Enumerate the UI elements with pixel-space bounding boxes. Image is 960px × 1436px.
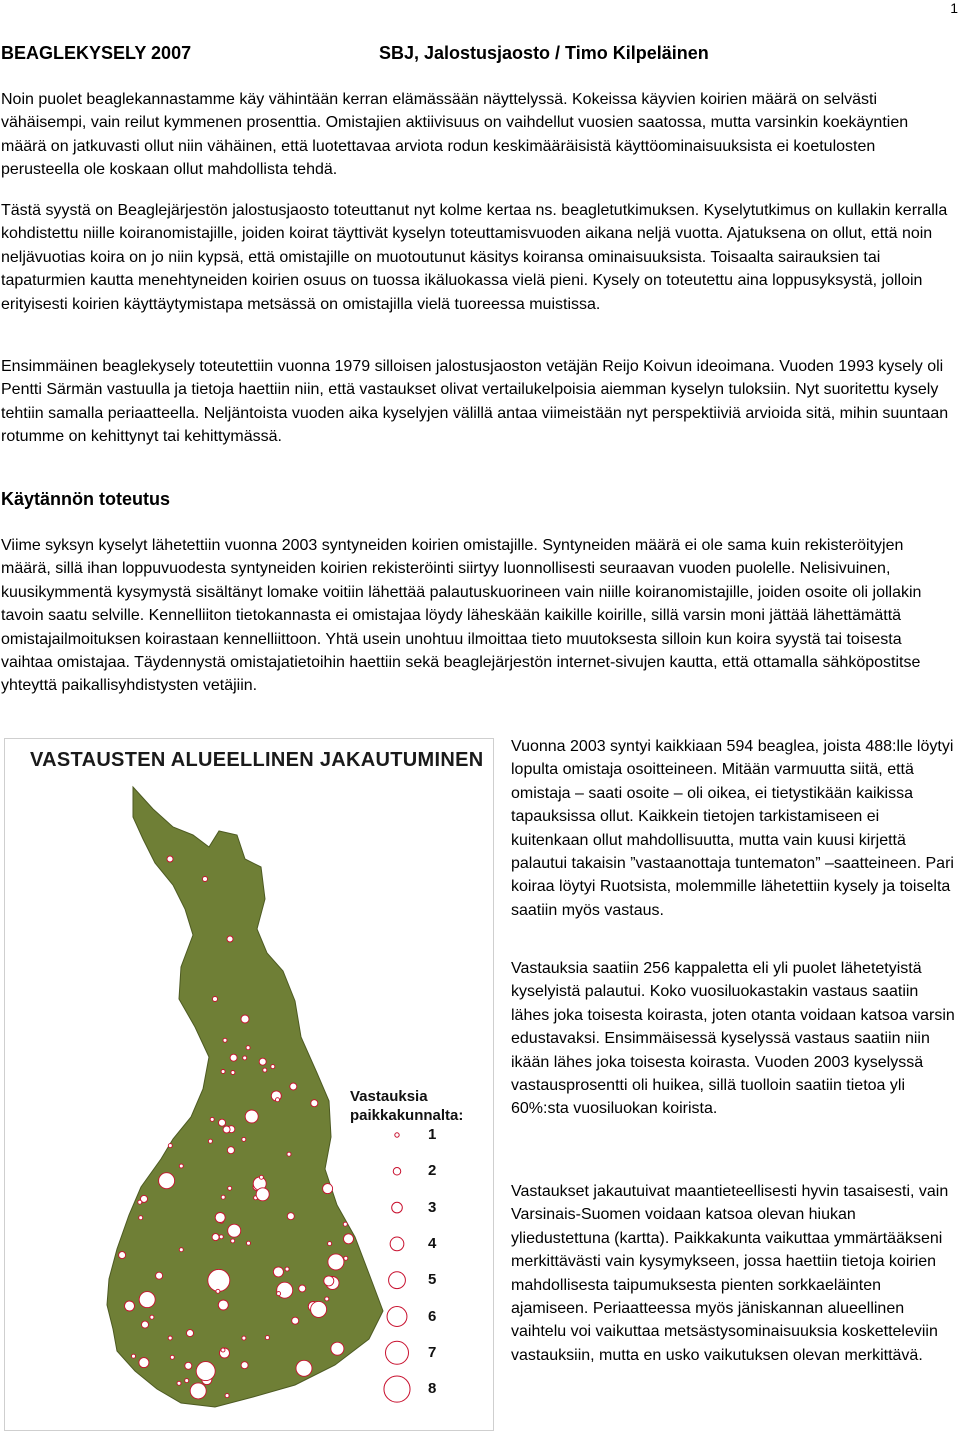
paragraph-history: Ensimmäinen beaglekysely toteutettiin vuonna 1979 silloisen jalostusjaoston vetäjän Reijo Koivun ideoimana. Vuoden 1993 kysely oli Pentti Särmän vastuulla ja tietoja haettiin niin, että vastaukset olivat vertailukelpoisia aiemman kyselyn tuloksiin. Nyt suoritettu kysely tehtiin samalla periaatteella. Neljäntoista vuoden aika kyselyjen välillä antaa viimeistään nyt perspektiiviä arvioida sitä, mihin suuntaan rotumme on kehittynyt tai kehittymässä. [1,358,949,446]
response-circle [159,1173,175,1189]
response-circle [231,1071,235,1075]
response-circle [276,1098,280,1102]
response-circle [242,1336,246,1340]
response-circle [210,1117,214,1121]
response-circle [179,1164,183,1168]
response-circle [138,1200,142,1204]
response-circle [273,1267,283,1277]
response-circle [227,1147,234,1154]
legend-value: 2 [428,1162,437,1180]
response-circle [231,1239,235,1243]
response-circle [219,1119,226,1126]
response-circle [299,1285,306,1292]
response-circle [324,1276,334,1286]
response-circle [241,1015,249,1023]
response-circle [187,1330,194,1337]
response-circle [156,1272,163,1279]
response-circle [241,1362,248,1369]
legend-title: Vastauksia paikkakunnalta: [350,1088,464,1124]
response-circle [190,1383,206,1399]
response-circle [167,856,173,862]
paragraph-owners: Vuonna 2003 syntyi kaikkiaan 594 beaglea, joista 488:lle löytyi lopulta omistaja osoitteineen. Mitään varmuutta siitä, että omistaja – saati osoite – oli oikea, ei tietystikään kaikissa tapauksissa ollut. Kaikkein tietojen tarkistamiseen ei kuitenkaan ollut mahdollisuutta, mutta vain kuusi kirjettä palautui takaisin ”vastaanottaja tuntematon” –saatteineen. Pari koiraa löytyi Ruotsista, molemmille lähetettiin kysely ja toiselta saatiin myös vastaus. [511,738,954,919]
response-circle [287,1213,294,1220]
paragraph-practice: Viime syksyn kyselyt lähetettiin vuonna 2003 syntyneiden koirien omistajille. Syntyneiden määrä ei ole sama kuin rekisteröityjen määrä, sillä ihan loppuvuodesta syntyneiden koirien rekisteröinti siirtyy luonnollisesti seuraavan vuoden puolelle. Nelisivuinen, kuusikymmentä kysymystä sisältänyt lomake voitiin lähettää palautuskuorineen vain niille koiranomistajille, joiden osoite oli jollakin tavoin saatu selville. Kennelliiton tietokannasta ei omistajaa löydy läheskään kaikille koirille, sillä varsin moni jättää lähettämättä omistajailmoituksen koirastaan kennelliittoon. Yhtä usein unohtuu ilmoittaa tieto muutoksesta silloin kun koira syystä tai toisesta vaihtaa omistajaa. Täydennystä omistajatietoihin haettiin sekä beaglejärjestön internet-sivujen kautta, että ottamalla sähköpostitse yhteyttä paikallisyhdistysten vetäjiin. [1,537,922,695]
response-circle [290,1083,297,1090]
response-circle [292,1317,299,1324]
document-title: BEAGLEKYSELY 2007 [1,43,192,63]
response-circle [263,1068,267,1072]
response-circle [150,1315,154,1319]
legend-circle [389,1272,406,1289]
response-circle [271,1065,275,1069]
response-circle [265,1336,269,1340]
paragraph-intro: Noin puolet beaglekannastamme käy vähintään kerran elämässään näyttelyssä. Kokeissa käyvien koirien määrä on selvästi vähäisempi, vain reilut kymmenen prosenttia. Omistajien aktiivisuus on vaihdellut vuosien saatossa, mutta varsinkin koekäyntien määrä on jatkuvasti ollut niin vähäinen, että luotettavaa arviota rodun keskimääräisistä käyttöominaisuuksista ei koetulosten perusteella ole koskaan ollut mahdollista tehdä. [1,91,909,179]
response-circle [223,1126,230,1133]
legend-value: 5 [428,1271,437,1289]
response-circle [344,1256,348,1260]
response-circle [311,1100,318,1107]
legend-value: 4 [428,1234,437,1252]
response-circle [227,936,233,942]
response-circle [196,1362,215,1381]
response-circle [185,1379,189,1383]
response-circle [287,1152,291,1156]
legend-value: 1 [428,1126,437,1143]
response-circle [323,1184,333,1194]
legend-value: 7 [428,1343,437,1361]
response-circle [221,1195,225,1199]
response-circle [223,1038,227,1042]
response-circle [212,1234,219,1241]
response-circle [168,1144,172,1148]
response-circle [328,1242,332,1246]
response-circle [328,1254,344,1270]
response-circle [185,1362,192,1369]
response-circle [119,1252,126,1259]
document-author: SBJ, Jalostusjaosto / Timo Kilpeläinen [379,43,709,63]
response-circle [213,997,218,1002]
response-circle [132,1354,136,1358]
paragraph-study: Tästä syystä on Beaglejärjestön jalostusjaosto toteuttanut nyt kolme kertaa ns. beagletutkimuksen. Kyselytutkimus on kullakin kerralla kohdistettu niille koiranomistajille, joiden koirat täyttivät kyselyn toteuttamisvuoden aikana neljä vuotta. Ajatuksena on ollut, että noin neljävuotias koira on jo niin kypsä, että omistajille on muotoutunut käsitys koiransa ominaisuuksista. Toisaalta sairauksien tai tapaturmien kautta menehtyneiden koirien osuus on tuossa ikäluokassa vielä pieni. Kysely on toteutettu aina loppusyksystä, jolloin erityisesti koirien käyttäytymistapa metsässä on omistajilla vielä tuoreessa muistissa. [1,202,948,313]
finland-land-shape [107,787,383,1407]
response-circle [139,1292,155,1308]
response-circle [285,1267,289,1271]
response-circle [245,1110,258,1123]
response-circle [247,1241,251,1245]
response-circle [203,877,208,882]
legend-circle [384,1376,410,1402]
response-circle [225,1394,229,1398]
response-circle [343,1222,347,1226]
response-circle [325,1297,329,1301]
response-circle [177,1381,181,1385]
legend-circle [392,1202,403,1213]
response-circle [259,1058,266,1065]
legend-circle [387,1307,407,1327]
response-circle [142,1321,149,1328]
legend-circle [390,1237,404,1251]
legend-value: 8 [428,1380,437,1398]
response-circle [243,1056,247,1060]
response-circle [139,1358,149,1368]
response-circle [216,1289,220,1293]
legend-circle [395,1133,399,1137]
response-circle [242,1137,246,1141]
legend-circle [393,1168,401,1176]
response-circle [228,1186,232,1190]
response-circle [277,1292,281,1296]
response-circle [246,1046,250,1050]
response-circle [179,1248,183,1252]
finland-map [5,739,493,1430]
distribution-map [4,738,494,1431]
legend-value: 6 [428,1307,437,1325]
response-circle [228,1224,241,1237]
response-circle [230,1054,237,1061]
response-circle [219,1235,223,1239]
response-circle [296,1360,312,1376]
response-circle [125,1301,135,1311]
response-circle [259,1175,263,1179]
legend-circle [386,1341,409,1364]
response-circle [221,1070,225,1074]
response-circle [170,1355,174,1359]
response-circle [256,1188,269,1201]
response-circle [208,1139,212,1143]
response-circle [215,1213,225,1223]
response-circle [168,1336,172,1340]
response-circle [208,1269,230,1291]
response-circle [344,1234,354,1244]
paragraph-geography: Vastaukset jakautuivat maantieteellisesti hyvin tasaisesti, vain Varsinais-Suomen voidaan katsoa olevan hiukan yliedustettuna (kartta). Paikkakunta vaikuttaa ymmärtääkseni merkittävästi vain kysymykseen, jossa haettiin tietoja koirien mahdollisesta taipumuksesta pienten sorkkaeläinten ajamiseen. Periaatteessa myös jäniskannan alueellinen vaihtelu voi vaikuttaa metsästysominaisuuksia kosketteleviin vastauksiin, mutta en usko vaikutuksen olevan merkittävä. [511,1183,949,1364]
map-title: VASTAUSTEN ALUEELLINEN JAKAUTUMINEN [30,749,484,771]
section-heading: Käytännön toteutus [1,489,170,509]
page-number: 1 [950,0,958,16]
legend-value: 3 [428,1198,437,1216]
response-circle [331,1342,344,1355]
paragraph-responses: Vastauksia saatiin 256 kappaletta eli yli puolet lähetetyistä kyselyistä palautui. Koko vuosiluokastakin vastaus saatiin lähes joka toisesta koirasta, joten otanta voidaan katsoa varsin edustavaksi. Ensimmäisessä kyselyssä vastaus saatiin niin ikään lähes joka toisesta koirasta. Vuoden 2003 kyselyssä vastausprosentti oli huikea, sillä tuolloin saatiin tietoa yli 60%:sta vuosiluokan koirista. [511,960,955,1118]
response-circle [139,1216,143,1220]
response-circle [221,1348,225,1352]
response-circle [311,1301,327,1317]
response-circle [218,1300,228,1310]
